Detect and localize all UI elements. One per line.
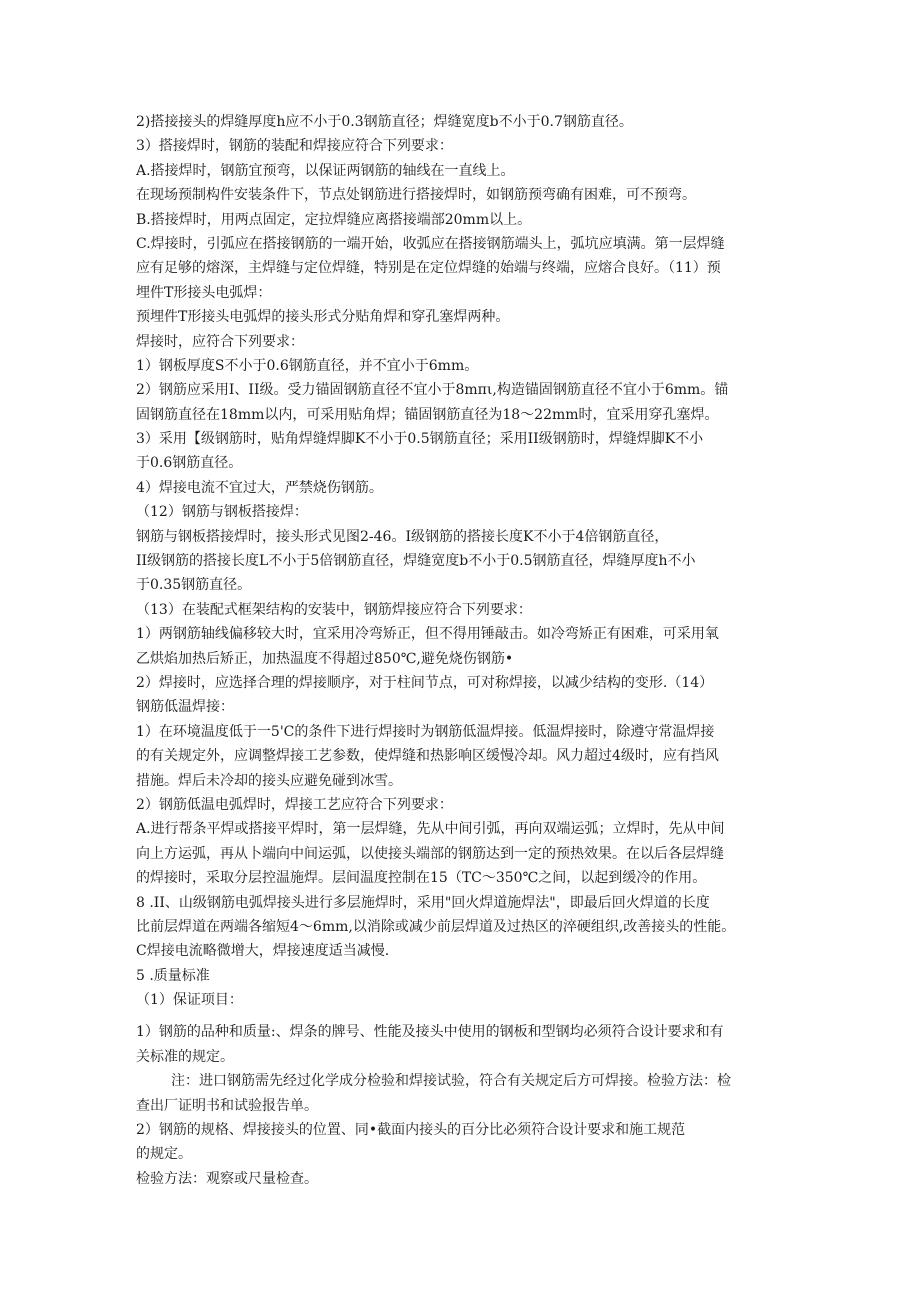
- text-line: 2）钢筋低温电弧焊时，焊接工艺应符合下列要求：: [136, 796, 453, 813]
- text-line: 2）焊接时，应选择合理的焊接顺序，对于柱间节点，可对称焊接，以减少结构的变形.（14）: [136, 674, 714, 691]
- text-line: 的规定。: [136, 1146, 192, 1163]
- text-line: C.焊接时，引弧应在搭接钢筋的一端开始，收弧应在搭接钢筋端头上，弧坑应填满。第一层焊缝: [136, 235, 725, 252]
- text-line: 在现场预制构件安装条件下，节点处钢筋进行搭接焊时，如钢筋预弯确有困难，可不预弯。: [136, 187, 696, 204]
- text-line: 1）钢筋的品种和质量:、焊条的牌号、性能及接头中使用的钢板和型钢均必须符合设计要求和有: [136, 1024, 724, 1041]
- text-line: （12）钢筋与钢板搭接焊：: [136, 504, 308, 521]
- text-line: 于0.6钢筋直径。: [136, 455, 243, 472]
- text-line: 1）两钢筋轴线偏移较大时，宜采用冷弯矫正，但不得用锤敲击。如冷弯矫正有困难，可采用氧: [136, 626, 719, 643]
- subsection-heading: （1）保证项目：: [136, 992, 243, 1009]
- text-line: A.搭接焊时，钢筋宜预弯，以保证两钢筋的轴线在一直线上。: [136, 162, 515, 179]
- text-line: 的有关规定外，应调整焊接工艺参数，使焊缝和热影响区缓慢冷却。风力超过4级时，应有挡风: [136, 748, 719, 765]
- text-line: （13）在装配式框架结构的安装中，钢筋焊接应符合下列要求：: [136, 601, 532, 618]
- text-line: B.搭接焊时，用两点固定，定拉焊缝应离搭接端部20mm以上。: [136, 211, 532, 228]
- text-block-main: [136, 110, 786, 1012]
- text-line: 关标准的规定。: [136, 1048, 234, 1065]
- spacer: [136, 1012, 786, 1020]
- text-line: 乙烘焰加热后矫正，加热温度不得超过850℃,避免烧伤钢筋•: [136, 650, 514, 667]
- text-line: 措施。焊后未冷却的接头应避免碰到冰雪。: [136, 772, 402, 789]
- text-line: 的焊接时，采取分层控温施焊。层间温度控制在15（TC～350℃之间，以起到缓冷的作用。: [136, 870, 707, 887]
- note-line: 查出厂证明书和试验报告单。: [136, 1097, 318, 1114]
- text-line: 8 .II、山级钢筋电弧焊接头进行多层施焊时，采用"回火焊道施焊法"，即最后回火焊道的长度: [136, 894, 710, 911]
- text-line: 4）焊接电流不宜过大，严禁烧伤钢筋。: [136, 479, 383, 496]
- text-line: 埋件T形接头电弧焊：: [136, 284, 272, 301]
- document-body: [136, 110, 786, 1191]
- note-line: 注：进口钢筋需先经过化学成分检验和焊接试验，符合有关规定后方可焊接。检验方法：检: [171, 1073, 731, 1090]
- text-line: 2)搭接接头的焊缝厚度h应不小于0.3钢筋直径；焊缝宽度b不小于0.7钢筋直径。: [136, 114, 633, 130]
- text-line: 应有足够的熔深，主焊缝与定位焊缝，特别是在定位焊缝的始端与终端，应熔合良好。（11）预: [136, 260, 721, 277]
- text-line: A.进行帮条平焊或搭接平焊时，第一层焊缝，先从中间引弧，再向双端运弧；立焊时，先从中间: [136, 821, 725, 838]
- text-line: 1）在环境温度低于一5'C的条件下进行焊接时为钢筋低温焊接。低温焊接时，除遵守常温焊接: [136, 723, 715, 740]
- text-line: 向上方运弧，再从卜端向中间运弧，以使接头端部的钢筋达到一定的预热效果。在以后各层焊缝: [136, 845, 724, 862]
- text-line: 焊接时，应符合下列要求：: [136, 333, 304, 350]
- text-line: 钢筋与钢板搭接焊时，接头形式见图2-46。I级钢筋的搭接长度K不小于4倍钢筋直径，: [136, 528, 669, 545]
- text-line: 3）采用【级钢筋时，贴角焊缝焊脚K不小于0.5钢筋直径；采用II级钢筋时，焊缝焊脚K不小: [136, 431, 704, 448]
- text-line: 2）钢筋应采用I、II级。受力锚固钢筋直径不宜小于8mπι,构造锚固钢筋直径不宜小于6mm。锚: [136, 382, 729, 399]
- text-line: 钢筋低温焊接：: [136, 699, 234, 716]
- text-line: 2）钢筋的规格、焊接接头的位置、同•截面内接头的百分比必须符合设计要求和施工规范: [136, 1122, 686, 1139]
- text-line: 3）搭接焊时，钢筋的装配和焊接应符合下列要求：: [136, 138, 453, 155]
- text-line: 1）钢板厚度S不小于0.6钢筋直径，并不宜小于6mm。: [136, 357, 479, 374]
- text-line: 检验方法：观察或尺量检查。: [136, 1170, 318, 1187]
- section-heading: 5 .质量标准: [136, 967, 210, 984]
- text-line: C焊接电流略微增大，焊接速度适当减慢.: [136, 943, 390, 960]
- text-line: 预埋件T形接头电弧焊的接头形式分贴角焊和穿孔塞焊两种。: [136, 309, 510, 326]
- text-line: II级钢筋的搭接长度L不小于5倍钢筋直径，焊缝宽度b不小于0.5钢筋直径，焊缝厚度h不小: [136, 553, 696, 570]
- text-line: 比前层焊道在两端各缩短4～6mm,以消除或减少前层焊道及过热区的淬硬组织,改善接头的性能。: [136, 918, 736, 935]
- text-line: 于0.35钢筋直径。: [136, 577, 252, 594]
- text-line: 固钢筋直径在18mm以内，可采用贴角焊；锚固钢筋直径为18～22mm时，宜采用穿孔塞焊。: [136, 406, 719, 423]
- text-block-guarantee: [136, 1020, 786, 1191]
